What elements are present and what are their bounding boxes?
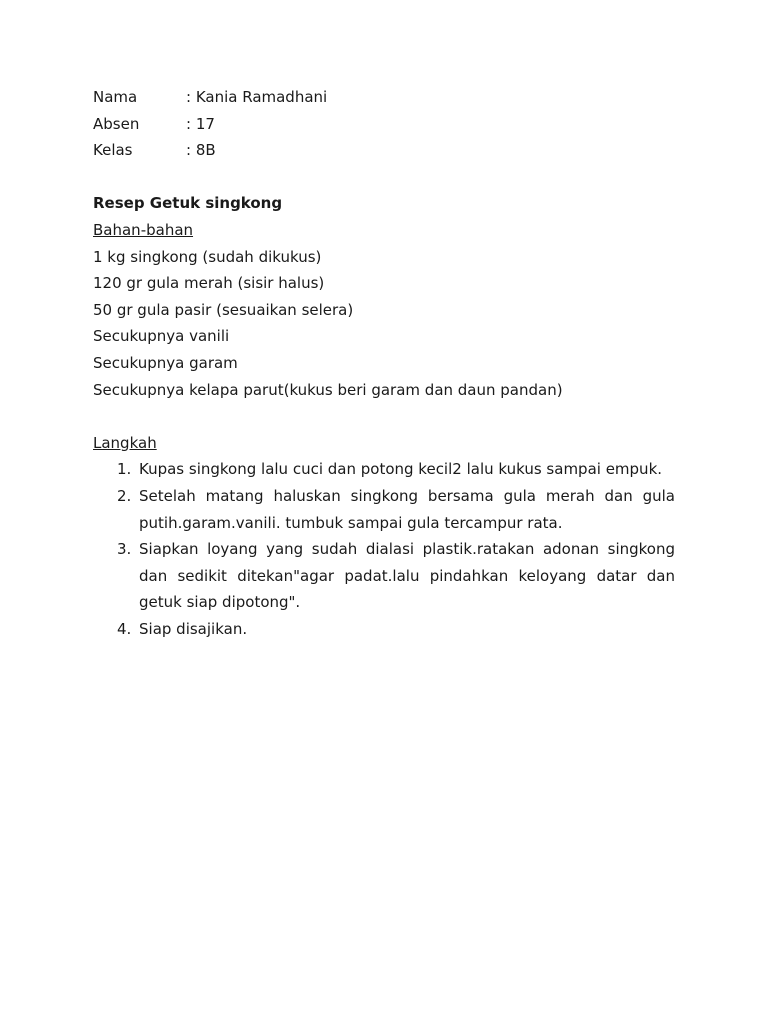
ingredient-item: 50 gr gula pasir (sesuaikan selera) [93, 300, 354, 319]
ingredient-item: Secukupnya kelapa parut(kukus beri garam dan daun pandan) [93, 380, 563, 399]
name-row [93, 84, 675, 111]
step-text: Setelah matang haluskan singkong bersama gula merah dan gula putih.garam.vanili. tumbuk sampai gula tercampur rata. [139, 486, 675, 532]
step-item [93, 456, 675, 483]
recipe-title: Resep Getuk singkong [93, 194, 283, 213]
spacer [93, 403, 675, 430]
absen-value: : 17 [186, 114, 215, 133]
name-label: Nama [93, 88, 138, 106]
ingredient-item: Secukupnya garam [93, 353, 238, 372]
absen-row [93, 111, 675, 138]
kelas-row [93, 137, 675, 164]
absen-label: Absen [93, 114, 140, 133]
ingredient-item: 120 gr gula merah (sisir halus) [93, 274, 325, 293]
name-value: : Kania Ramadhani [186, 88, 328, 106]
step-item [93, 483, 675, 536]
kelas-label: Kelas [93, 141, 133, 160]
kelas-value: : 8B [186, 141, 216, 160]
steps-heading: Langkah [93, 433, 157, 452]
step-item [93, 616, 675, 643]
step-text: Siapkan loyang yang sudah dialasi plastik.ratakan adonan singkong dan sedikit ditekan"agar padat.lalu pindahkan keloyang datar dan getuk siap dipotong". [139, 540, 675, 612]
step-text: Kupas singkong lalu cuci dan potong kecil2 lalu kukus sampai empuk. [139, 460, 663, 479]
steps-list [93, 456, 675, 642]
ingredient-item: 1 kg singkong (sudah dikukus) [93, 247, 322, 266]
step-item [93, 536, 675, 616]
step-number: 2. [117, 486, 132, 505]
step-number: 3. [117, 540, 132, 559]
step-text: Siap disajikan. [139, 619, 248, 638]
step-number: 4. [117, 619, 132, 638]
step-number: 1. [117, 460, 132, 479]
ingredients-heading: Bahan-bahan [93, 220, 194, 239]
ingredient-item: Secukupnya vanili [93, 327, 230, 346]
spacer [93, 164, 675, 191]
document-page [93, 84, 675, 642]
